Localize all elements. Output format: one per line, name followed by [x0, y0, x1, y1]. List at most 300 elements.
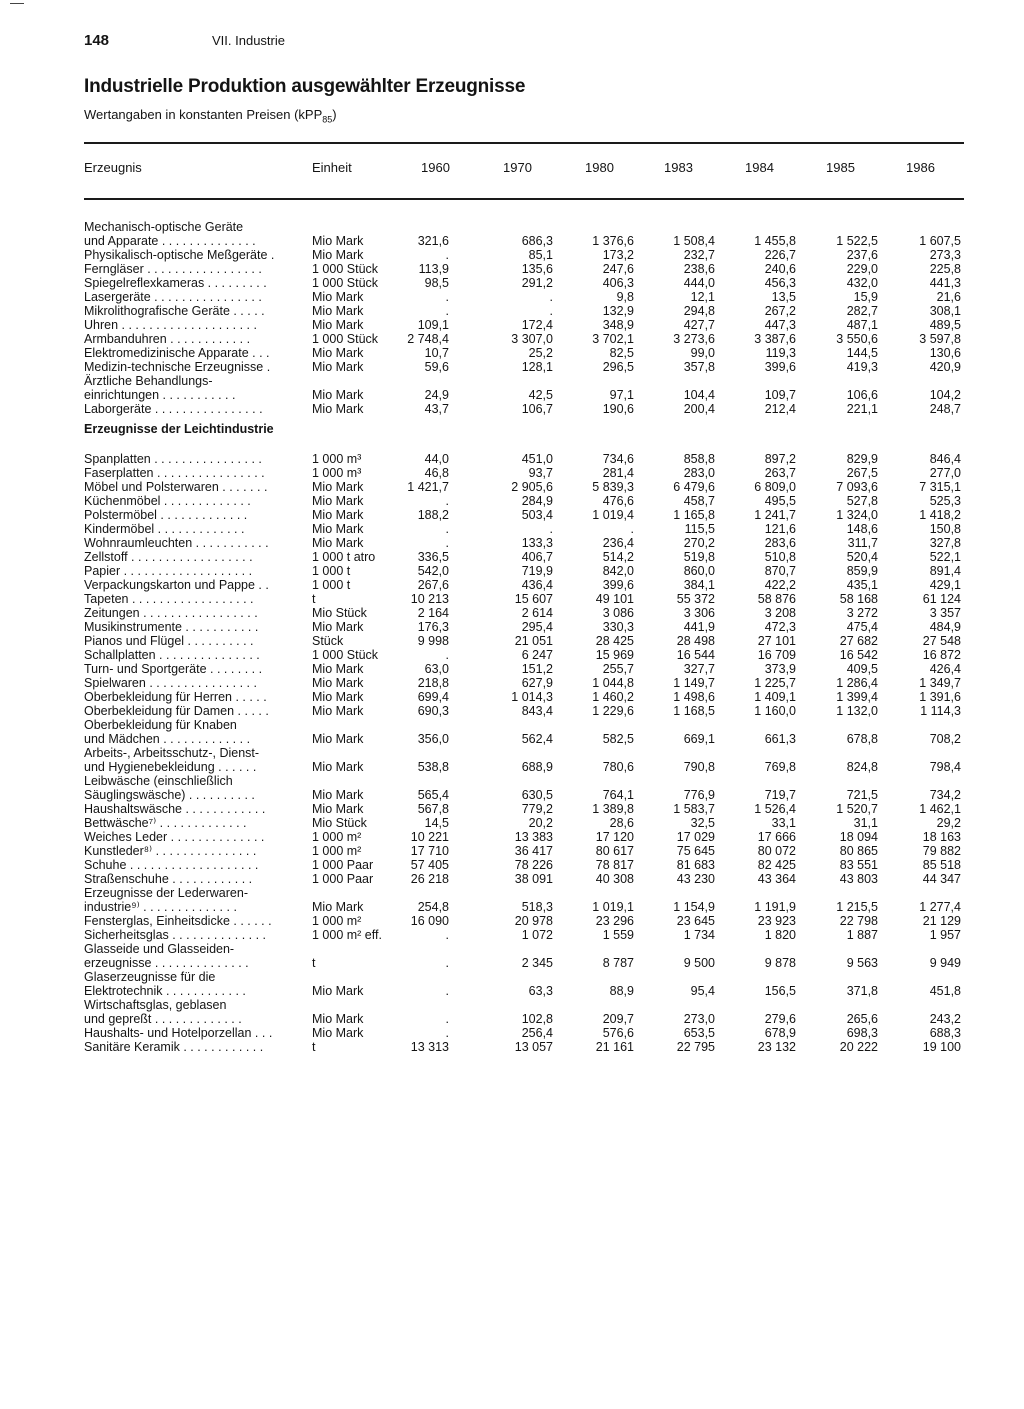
value-cell: 236,4: [602, 536, 634, 550]
product-name: Mechanisch-optische Geräte: [84, 220, 244, 234]
value-cell: 17 120: [595, 830, 634, 844]
product-name: Elektromedizinische Apparate . . .: [84, 346, 270, 360]
value-cell: 150,8: [929, 522, 961, 536]
value-cell: 88,9: [609, 984, 634, 998]
unit-cell: Mio Mark: [312, 402, 364, 416]
unit-cell: 1 000 m²: [312, 914, 362, 928]
value-cell: 476,6: [602, 494, 634, 508]
value-cell: 565,4: [417, 788, 449, 802]
table-row: [0, 536, 1024, 550]
unit-cell: Mio Mark: [312, 1026, 364, 1040]
product-name: industrie⁹⁾ . . . . . . . . . . . . . .: [84, 900, 237, 914]
value-cell: 57 405: [410, 858, 449, 872]
unit-cell: 1 000 Stück: [312, 276, 379, 290]
value-cell: 97,1: [609, 388, 634, 402]
value-cell: 78 817: [595, 858, 634, 872]
value-cell: 10 221: [410, 830, 449, 844]
value-cell: 229,0: [846, 262, 878, 276]
table-row: [0, 718, 1024, 732]
unit-cell: 1 000 Paar: [312, 858, 374, 872]
value-cell: 1 520,7: [836, 802, 878, 816]
product-name: Elektrotechnik . . . . . . . . . . . .: [84, 984, 246, 998]
unit-cell: Mio Stück: [312, 606, 367, 620]
value-cell: 283,6: [764, 536, 796, 550]
table-row: [0, 746, 1024, 760]
value-cell: 20 978: [514, 914, 553, 928]
product-name: Sicherheitsglas . . . . . . . . . . . . . .: [84, 928, 267, 942]
value-cell: 678,9: [764, 1026, 796, 1040]
value-cell: 576,6: [602, 1026, 634, 1040]
value-cell: 7 315,1: [919, 480, 961, 494]
header-year: 1980: [585, 160, 614, 175]
value-cell: 3 086: [602, 606, 634, 620]
product-name: Säuglingswäsche) . . . . . . . . . .: [84, 788, 255, 802]
value-cell: 311,7: [847, 536, 878, 550]
value-cell: 151,2: [521, 662, 553, 676]
value-cell: 282,7: [846, 304, 878, 318]
value-cell: 13 383: [514, 830, 553, 844]
table-row: [0, 634, 1024, 648]
value-cell: 15 969: [595, 648, 634, 662]
value-cell: 295,4: [521, 620, 553, 634]
value-cell: 495,5: [764, 494, 796, 508]
value-cell: 435,1: [846, 578, 878, 592]
value-cell: .: [445, 522, 449, 536]
value-cell: 429,1: [929, 578, 961, 592]
value-cell: 2 345: [521, 956, 553, 970]
value-cell: 16 090: [410, 914, 449, 928]
scan-mark: [10, 3, 24, 4]
value-cell: 669,1: [683, 732, 715, 746]
product-name: Armbanduhren . . . . . . . . . . . .: [84, 332, 251, 346]
table-row: [0, 318, 1024, 332]
value-cell: 247,6: [602, 262, 634, 276]
value-cell: 55 372: [676, 592, 715, 606]
value-cell: 627,9: [521, 676, 553, 690]
value-cell: 212,4: [764, 402, 796, 416]
value-cell: 40 308: [595, 872, 634, 886]
value-cell: .: [445, 494, 449, 508]
value-cell: 780,6: [602, 760, 634, 774]
value-cell: 13,5: [771, 290, 796, 304]
value-cell: 1 734: [683, 928, 715, 942]
value-cell: 373,9: [764, 662, 796, 676]
value-cell: 527,8: [846, 494, 878, 508]
value-cell: 17 666: [757, 830, 796, 844]
value-cell: 44,0: [424, 452, 449, 466]
value-cell: 321,6: [417, 234, 449, 248]
value-cell: 102,8: [521, 1012, 553, 1026]
value-cell: 281,4: [602, 466, 634, 480]
table-row: [0, 928, 1024, 942]
value-cell: 582,5: [602, 732, 634, 746]
table-body: [0, 220, 1024, 1054]
header-year: 1986: [906, 160, 935, 175]
value-cell: 25,2: [528, 346, 553, 360]
value-cell: 13 313: [410, 1040, 449, 1054]
value-cell: 897,2: [764, 452, 796, 466]
value-cell: 8 787: [602, 956, 634, 970]
value-cell: 678,8: [846, 732, 878, 746]
value-cell: 85 518: [922, 858, 961, 872]
value-cell: 824,8: [846, 760, 878, 774]
value-cell: 33,1: [771, 816, 796, 830]
table-row: [0, 662, 1024, 676]
value-cell: 514,2: [602, 550, 634, 564]
value-cell: 3 387,6: [754, 332, 796, 346]
value-cell: 436,4: [521, 578, 553, 592]
unit-cell: Mio Mark: [312, 360, 364, 374]
value-cell: 1 349,7: [919, 676, 961, 690]
value-cell: 3 597,8: [919, 332, 961, 346]
table-row: [0, 522, 1024, 536]
value-cell: 1 019,4: [592, 508, 634, 522]
value-cell: .: [549, 304, 553, 318]
product-name: Spielwaren . . . . . . . . . . . . . . . .: [84, 676, 257, 690]
product-name: Uhren . . . . . . . . . . . . . . . . . . . .: [84, 318, 257, 332]
value-cell: 21 051: [514, 634, 553, 648]
product-name: Polstermöbel . . . . . . . . . . . . .: [84, 508, 248, 522]
unit-cell: Mio Mark: [312, 1012, 364, 1026]
value-cell: 31,1: [853, 816, 878, 830]
value-cell: 688,9: [521, 760, 553, 774]
value-cell: 135,6: [521, 262, 553, 276]
header-year: 1960: [421, 160, 450, 175]
value-cell: 42,5: [528, 388, 553, 402]
value-cell: 9 949: [929, 956, 961, 970]
value-cell: 721,5: [846, 788, 878, 802]
value-cell: 2 748,4: [407, 332, 449, 346]
unit-cell: Mio Mark: [312, 676, 364, 690]
value-cell: 10 213: [410, 592, 449, 606]
unit-cell: 1 000 Stück: [312, 648, 379, 662]
product-name: Küchenmöbel . . . . . . . . . . . . .: [84, 494, 251, 508]
value-cell: 28 498: [676, 634, 715, 648]
table-row: [0, 374, 1024, 388]
value-cell: 842,0: [602, 564, 634, 578]
value-cell: 487,1: [846, 318, 878, 332]
value-cell: 399,6: [764, 360, 796, 374]
table-row: [0, 402, 1024, 416]
top-rule: [84, 142, 964, 144]
unit-cell: Mio Mark: [312, 620, 364, 634]
value-cell: 484,9: [929, 620, 961, 634]
product-name: Haushalts- und Hotelporzellan . . .: [84, 1026, 273, 1040]
table-row: [0, 1040, 1024, 1054]
table-row: [0, 480, 1024, 494]
table-row: [0, 998, 1024, 1012]
value-cell: 1 324,0: [836, 508, 878, 522]
value-cell: 456,3: [764, 276, 796, 290]
header-year: 1984: [745, 160, 774, 175]
unit-cell: Mio Mark: [312, 690, 364, 704]
value-cell: 22 795: [676, 1040, 715, 1054]
value-cell: 279,6: [764, 1012, 796, 1026]
product-name: Tapeten . . . . . . . . . . . . . . . . . .: [84, 592, 254, 606]
value-cell: 426,4: [929, 662, 961, 676]
value-cell: 15,9: [853, 290, 878, 304]
value-cell: 1 114,3: [920, 704, 961, 718]
product-name: Möbel und Polsterwaren . . . . . . .: [84, 480, 268, 494]
unit-cell: Mio Mark: [312, 346, 364, 360]
value-cell: 1 286,4: [836, 676, 878, 690]
product-name: und Apparate . . . . . . . . . . . . . .: [84, 234, 256, 248]
value-cell: 630,5: [521, 788, 553, 802]
value-cell: 232,7: [683, 248, 715, 262]
unit-cell: 1 000 Paar: [312, 872, 374, 886]
value-cell: 43 230: [676, 872, 715, 886]
product-name: Zellstoff . . . . . . . . . . . . . . . . . .: [84, 550, 253, 564]
table-row: [0, 732, 1024, 746]
value-cell: 83 551: [839, 858, 878, 872]
table-row: [0, 830, 1024, 844]
unit-cell: Mio Mark: [312, 984, 364, 998]
value-cell: .: [445, 536, 449, 550]
value-cell: 5 839,3: [592, 480, 634, 494]
value-cell: 308,1: [929, 304, 961, 318]
value-cell: 113,9: [418, 262, 449, 276]
table-row: [0, 788, 1024, 802]
unit-cell: Mio Mark: [312, 802, 364, 816]
value-cell: 43,7: [424, 402, 449, 416]
value-cell: 357,8: [683, 360, 715, 374]
value-cell: .: [445, 984, 449, 998]
value-cell: 104,4: [683, 388, 715, 402]
value-cell: 237,6: [846, 248, 878, 262]
value-cell: 15 607: [514, 592, 553, 606]
table-row: [0, 388, 1024, 402]
value-cell: 420,9: [929, 360, 961, 374]
value-cell: 1 149,7: [673, 676, 715, 690]
value-cell: 22 798: [839, 914, 878, 928]
value-cell: 520,4: [846, 550, 878, 564]
value-cell: 156,5: [764, 984, 796, 998]
value-cell: 23 923: [757, 914, 796, 928]
value-cell: 38 091: [514, 872, 553, 886]
value-cell: 399,6: [602, 578, 634, 592]
value-cell: 61 124: [922, 592, 961, 606]
unit-cell: t: [312, 1040, 316, 1054]
product-name: und Hygienebekleidung . . . . . .: [84, 760, 257, 774]
header-year: 1970: [503, 160, 532, 175]
value-cell: 49 101: [595, 592, 634, 606]
table-row: [0, 984, 1024, 998]
product-name: Straßenschuhe . . . . . . . . . . . .: [84, 872, 253, 886]
table-row: [0, 914, 1024, 928]
unit-cell: Mio Mark: [312, 704, 364, 718]
value-cell: 82,5: [609, 346, 634, 360]
product-name: Haushaltswäsche . . . . . . . . . . . .: [84, 802, 266, 816]
unit-cell: Mio Mark: [312, 732, 364, 746]
value-cell: 1 277,4: [919, 900, 961, 914]
value-cell: 20 222: [839, 1040, 878, 1054]
value-cell: 218,8: [417, 676, 449, 690]
value-cell: 1 957: [929, 928, 961, 942]
value-cell: 172,4: [521, 318, 553, 332]
value-cell: 686,3: [521, 234, 553, 248]
value-cell: 829,9: [846, 452, 878, 466]
product-name: Weiches Leder . . . . . . . . . . . . . .: [84, 830, 265, 844]
value-cell: 78 226: [514, 858, 553, 872]
value-cell: 3 273,6: [673, 332, 715, 346]
value-cell: 19 100: [922, 1040, 961, 1054]
value-cell: 441,3: [929, 276, 961, 290]
product-name: Zeitungen . . . . . . . . . . . . . . . . .: [84, 606, 258, 620]
unit-cell: 1 000 m³: [312, 466, 362, 480]
value-cell: 46,8: [424, 466, 449, 480]
product-name: Bettwäsche⁷⁾ . . . . . . . . . . . . .: [84, 816, 247, 830]
value-cell: 846,4: [929, 452, 961, 466]
value-cell: 26 218: [410, 872, 449, 886]
table-row: [0, 704, 1024, 718]
value-cell: 1 399,4: [836, 690, 878, 704]
product-name: Kindermöbel . . . . . . . . . . . . .: [84, 522, 245, 536]
value-cell: 518,3: [521, 900, 553, 914]
value-cell: 859,9: [846, 564, 878, 578]
value-cell: 243,2: [929, 1012, 961, 1026]
value-cell: 1 044,8: [592, 676, 634, 690]
table-row: [0, 872, 1024, 886]
table-row: [0, 508, 1024, 522]
value-cell: 28 425: [595, 634, 634, 648]
value-cell: 148,6: [846, 522, 878, 536]
value-cell: 6 809,0: [754, 480, 796, 494]
value-cell: 267,6: [417, 578, 449, 592]
value-cell: 75 645: [676, 844, 715, 858]
table-row: [0, 970, 1024, 984]
value-cell: 3 702,1: [592, 332, 634, 346]
value-cell: 858,8: [683, 452, 715, 466]
value-cell: 173,2: [602, 248, 634, 262]
value-cell: 255,7: [602, 662, 634, 676]
value-cell: 121,6: [764, 522, 796, 536]
value-cell: 99,0: [690, 346, 715, 360]
unit-cell: Mio Mark: [312, 290, 364, 304]
value-cell: 699,4: [417, 690, 449, 704]
value-cell: 9 563: [846, 956, 878, 970]
value-cell: 226,7: [764, 248, 796, 262]
table-row: [0, 290, 1024, 304]
product-name: einrichtungen . . . . . . . . . . .: [84, 388, 236, 402]
table-row: [0, 816, 1024, 830]
value-cell: 267,5: [846, 466, 878, 480]
unit-cell: 1 000 t: [312, 578, 351, 592]
value-cell: 891,4: [929, 564, 961, 578]
unit-cell: 1 000 t: [312, 564, 351, 578]
value-cell: 562,4: [521, 732, 553, 746]
value-cell: 719,9: [521, 564, 553, 578]
unit-cell: Mio Mark: [312, 508, 364, 522]
unit-cell: Mio Mark: [312, 536, 364, 550]
product-name: Musikinstrumente . . . . . . . . . . .: [84, 620, 259, 634]
value-cell: .: [445, 304, 449, 318]
table-row: [0, 234, 1024, 248]
product-name: Lasergeräte . . . . . . . . . . . . . . . .: [84, 290, 262, 304]
subtitle-close: ): [332, 107, 337, 122]
value-cell: 80 617: [595, 844, 634, 858]
value-cell: .: [445, 248, 449, 262]
value-cell: .: [445, 928, 449, 942]
table-row: [0, 466, 1024, 480]
value-cell: 273,3: [929, 248, 961, 262]
product-name: Ärztliche Behandlungs-: [84, 374, 213, 388]
header-year: 1983: [664, 160, 693, 175]
table-row: [0, 592, 1024, 606]
value-cell: 432,0: [846, 276, 878, 290]
product-name: Oberbekleidung für Damen . . . . .: [84, 704, 269, 718]
unit-cell: Mio Mark: [312, 788, 364, 802]
unit-cell: Mio Mark: [312, 494, 364, 508]
product-name: Wohnraumleuchten . . . . . . . . . . .: [84, 536, 269, 550]
section-heading: Erzeugnisse der Leichtindustrie: [84, 422, 274, 436]
product-name: Wirtschaftsglas, geblasen: [84, 998, 227, 1012]
product-name: Verpackungskarton und Pappe . .: [84, 578, 269, 592]
unit-cell: Mio Mark: [312, 480, 364, 494]
product-name: Glasseide und Glasseiden-: [84, 942, 235, 956]
section-heading-row: [0, 416, 1024, 444]
value-cell: 1 460,2: [592, 690, 634, 704]
value-cell: 472,3: [764, 620, 796, 634]
value-cell: 2 905,6: [511, 480, 553, 494]
value-cell: 3 272: [846, 606, 878, 620]
value-cell: 27 101: [757, 634, 796, 648]
value-cell: 451,0: [521, 452, 553, 466]
table-title: Industrielle Produktion ausgewählter Erzeugnisse: [84, 76, 526, 97]
value-cell: 109,1: [417, 318, 449, 332]
value-cell: 1 154,9: [673, 900, 715, 914]
unit-cell: Mio Stück: [312, 816, 367, 830]
value-cell: .: [445, 956, 449, 970]
value-cell: 441,9: [683, 620, 715, 634]
unit-cell: 1 000 Stück: [312, 262, 379, 276]
table-row: [0, 346, 1024, 360]
product-name: Schuhe . . . . . . . . . . . . . . . . . . .: [84, 858, 259, 872]
value-cell: .: [549, 522, 553, 536]
table-row: [0, 1026, 1024, 1040]
value-cell: 109,7: [764, 388, 796, 402]
unit-cell: Mio Mark: [312, 234, 364, 248]
value-cell: 1 418,2: [919, 508, 961, 522]
value-cell: 1 241,7: [754, 508, 796, 522]
value-cell: 256,4: [521, 1026, 553, 1040]
product-name: Medizin-technische Erzeugnisse .: [84, 360, 271, 374]
subtitle-text: Wertangaben in konstanten Preisen (kPP: [84, 107, 323, 122]
value-cell: 336,5: [417, 550, 449, 564]
value-cell: 719,7: [764, 788, 796, 802]
value-cell: 17 710: [410, 844, 449, 858]
table-row: [0, 648, 1024, 662]
table-row: [0, 942, 1024, 956]
product-name: und gepreßt . . . . . . . . . . . . .: [84, 1012, 242, 1026]
value-cell: 263,7: [764, 466, 796, 480]
table-row: [0, 620, 1024, 634]
value-cell: 190,6: [602, 402, 634, 416]
product-name: Arbeits-, Arbeitsschutz-, Dienst-: [84, 746, 260, 760]
value-cell: 444,0: [683, 276, 715, 290]
product-name: Spiegelreflexkameras . . . . . . . . .: [84, 276, 267, 290]
value-cell: 104,2: [929, 388, 961, 402]
value-cell: 653,5: [683, 1026, 715, 1040]
value-cell: 29,2: [936, 816, 961, 830]
table-row: [0, 802, 1024, 816]
value-cell: 20,2: [528, 816, 553, 830]
product-name: Oberbekleidung für Herren . . . . .: [84, 690, 267, 704]
product-name: Turn- und Sportgeräte . . . . . . . .: [84, 662, 263, 676]
value-cell: 240,6: [764, 262, 796, 276]
product-name: Pianos und Flügel . . . . . . . . . .: [84, 634, 254, 648]
value-cell: 384,1: [683, 578, 715, 592]
table-row: [0, 550, 1024, 564]
